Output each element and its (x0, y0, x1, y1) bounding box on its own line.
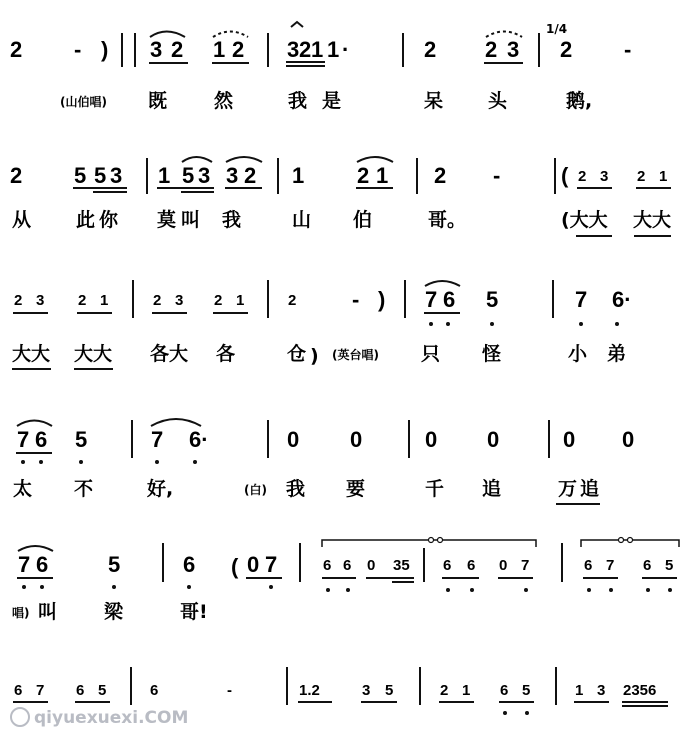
note: 2 (78, 292, 87, 309)
lyric: 大大 (12, 343, 51, 365)
lyric: 大大 (633, 209, 672, 231)
lyric: 追 (482, 478, 502, 500)
note: 5 (94, 163, 107, 188)
lyric: 此 (76, 209, 96, 231)
score-row-1 (10, 22, 631, 112)
note: 2 (560, 37, 573, 62)
accent-mark (291, 22, 303, 27)
note: 6 (14, 682, 23, 699)
lyric: 从 (12, 209, 32, 231)
note: ( (561, 163, 569, 188)
lyric: 呆 (424, 90, 444, 112)
note: 2 (244, 163, 257, 188)
lyric: 不 (74, 478, 94, 500)
note: 5 (486, 287, 499, 312)
note: 7 (17, 427, 30, 452)
note: 2 (10, 37, 23, 62)
note: 0 (499, 557, 508, 574)
note: 2 (357, 163, 370, 188)
note: 1 (462, 682, 471, 699)
lyric: 伯 (353, 209, 373, 231)
lyric: (白) (244, 483, 267, 497)
note: 7 (575, 287, 588, 312)
lyric: 万 (558, 478, 578, 500)
lyric: 叫 (38, 601, 58, 623)
note: 2 (440, 682, 449, 699)
lyric: 是 (322, 90, 342, 112)
low-octave-dot (187, 585, 191, 589)
low-octave-dot (587, 588, 591, 592)
note: - (493, 163, 501, 188)
note: 6 (584, 557, 593, 574)
note: 3 (287, 37, 300, 62)
note: 0 (425, 427, 438, 452)
note: 5 (108, 552, 121, 577)
note: 1 (376, 163, 389, 188)
note: 6 (443, 557, 452, 574)
note: - (227, 682, 232, 699)
note: 5 (98, 682, 107, 699)
lyric: 莫 (157, 209, 177, 231)
lyric: 既 (148, 90, 168, 112)
low-octave-dot (646, 588, 650, 592)
tremolo-mark (619, 538, 624, 543)
note: 2 (14, 292, 23, 309)
lyric: 然 (214, 90, 234, 112)
note: 7 (521, 557, 530, 574)
note: 6 (150, 682, 159, 699)
slur (357, 157, 393, 162)
low-octave-dot (490, 322, 494, 326)
score-row-3 (12, 280, 632, 369)
lyric: 小 (568, 343, 588, 365)
note: 1 (327, 37, 340, 62)
note: 1 (236, 292, 245, 309)
lyric: 要 (346, 478, 366, 500)
note: 3 (36, 292, 45, 309)
lyric: 追 (580, 478, 600, 500)
lyric: 弟 (607, 343, 627, 365)
note: · (342, 37, 350, 62)
low-octave-dot (155, 460, 159, 464)
low-octave-dot (22, 585, 26, 589)
low-octave-dot (40, 585, 44, 589)
lyric: 叫 (181, 209, 201, 231)
lyric: 哥! (180, 601, 208, 623)
lyric: 千 (425, 478, 445, 500)
note: 6 (467, 557, 476, 574)
score-row-4 (13, 419, 634, 504)
note: 2 (578, 168, 587, 185)
note: 6· (189, 427, 209, 452)
lyric: (英台唱) (332, 348, 379, 362)
lyric: 梁 (104, 601, 124, 623)
note: 1 (575, 682, 584, 699)
note: 0 (563, 427, 576, 452)
note: ( (231, 554, 239, 579)
note: 0 (287, 427, 300, 452)
note: 2 (153, 292, 162, 309)
note: 1 (292, 163, 305, 188)
lyric: 我 (286, 478, 306, 500)
score-row-5 (12, 538, 679, 624)
note: 0 (487, 427, 500, 452)
low-octave-dot (269, 585, 273, 589)
note: 5 (182, 163, 195, 188)
note: 7 (36, 682, 45, 699)
lyric: 仓 (287, 343, 307, 365)
low-octave-dot (446, 322, 450, 326)
low-octave-dot (579, 322, 583, 326)
low-octave-dot (112, 585, 116, 589)
lyric: 好, (147, 478, 174, 500)
note: ) (378, 287, 386, 312)
tremolo-mark (628, 538, 633, 543)
lyric: 各 (216, 343, 236, 365)
note: 3 (110, 163, 123, 188)
note: 2 (299, 37, 312, 62)
note: 6 (343, 557, 352, 574)
lyric: (大大 (561, 209, 608, 231)
note: 5 (75, 427, 88, 452)
slur (226, 157, 262, 162)
note: 0 (367, 557, 376, 574)
low-octave-dot (346, 588, 350, 592)
note: 5 (522, 682, 531, 699)
slur (425, 281, 460, 286)
low-octave-dot (668, 588, 672, 592)
low-octave-dot (446, 588, 450, 592)
note: - (74, 37, 82, 62)
note: 0 (350, 427, 363, 452)
note: 3 (600, 168, 609, 185)
note: 1 (659, 168, 668, 185)
lyric: 各大 (150, 343, 189, 365)
note: 0 (622, 427, 635, 452)
note: 1 (158, 163, 171, 188)
lyric: 大大 (74, 343, 113, 365)
note: 6 (183, 552, 196, 577)
low-octave-dot (39, 460, 43, 464)
slur (17, 421, 52, 427)
watermark (11, 708, 188, 728)
time-signature: 1/4 (546, 22, 568, 36)
note: 1.2 (299, 682, 320, 699)
note: 1 (100, 292, 109, 309)
low-octave-dot (470, 588, 474, 592)
note: 7 (606, 557, 615, 574)
lyric: 鹅, (566, 90, 593, 112)
note: 2 (434, 163, 447, 188)
note: - (624, 37, 632, 62)
note: 7 (425, 287, 438, 312)
note: 6 (35, 427, 48, 452)
note: 2 (214, 292, 223, 309)
note: 3 (507, 37, 520, 62)
low-octave-dot (429, 322, 433, 326)
note: 2 (424, 37, 437, 62)
lyric: 山 (292, 209, 312, 231)
note: 6 (643, 557, 652, 574)
lyric: 我 (222, 209, 242, 231)
note: 3 (362, 682, 371, 699)
note: 0 (247, 552, 260, 577)
note: ) (101, 37, 109, 62)
note: 2 (485, 37, 498, 62)
note: 2356 (623, 682, 657, 699)
lyric: (山伯唱) (60, 95, 107, 109)
note: 3 (597, 682, 606, 699)
watermark-logo-icon (11, 708, 29, 726)
note: 7 (265, 552, 278, 577)
low-octave-dot (326, 588, 330, 592)
slur (182, 157, 212, 162)
lyric: 怪 (482, 343, 502, 365)
lyric: 哥。 (428, 209, 467, 231)
low-octave-dot (193, 460, 197, 464)
lyric: 只 (421, 343, 441, 365)
low-octave-dot (525, 711, 529, 715)
note: 2 (171, 37, 184, 62)
low-octave-dot (524, 588, 528, 592)
lyric: 我 (288, 90, 308, 112)
note: 35 (393, 557, 410, 574)
tremolo-mark (438, 538, 443, 543)
note: 5 (385, 682, 394, 699)
lyric: 唱) (12, 606, 30, 620)
note: 3 (226, 163, 239, 188)
low-octave-dot (79, 460, 83, 464)
slur (18, 546, 53, 551)
note: 6 (323, 557, 332, 574)
note: 6 (500, 682, 509, 699)
note: 7 (151, 427, 164, 452)
note: 3 (198, 163, 211, 188)
low-octave-dot (21, 460, 25, 464)
note: 1 (213, 37, 226, 62)
note: 6 (36, 552, 49, 577)
note: 3 (150, 37, 163, 62)
note: 2 (637, 168, 646, 185)
note: 6· (612, 287, 632, 312)
note: 2 (10, 163, 23, 188)
score-row-2 (10, 157, 671, 236)
note: 6 (76, 682, 85, 699)
low-octave-dot (503, 711, 507, 715)
watermark-text: qiyuexuexi.COM (34, 708, 189, 728)
note: - (352, 287, 360, 312)
note: 7 (18, 552, 31, 577)
lyric: 头 (488, 90, 508, 112)
note: 6 (443, 287, 456, 312)
note: 2 (288, 292, 297, 309)
note: 5 (74, 163, 87, 188)
note: 1 (311, 37, 324, 62)
note: 5 (665, 557, 674, 574)
low-octave-dot (609, 588, 613, 592)
slur (151, 419, 201, 426)
low-octave-dot (615, 322, 619, 326)
note: 2 (232, 37, 245, 62)
lyric: 太 (13, 478, 33, 500)
lyric: ) (310, 345, 319, 367)
note: 3 (175, 292, 184, 309)
tremolo-mark (429, 538, 434, 543)
lyric: 你 (99, 209, 119, 231)
